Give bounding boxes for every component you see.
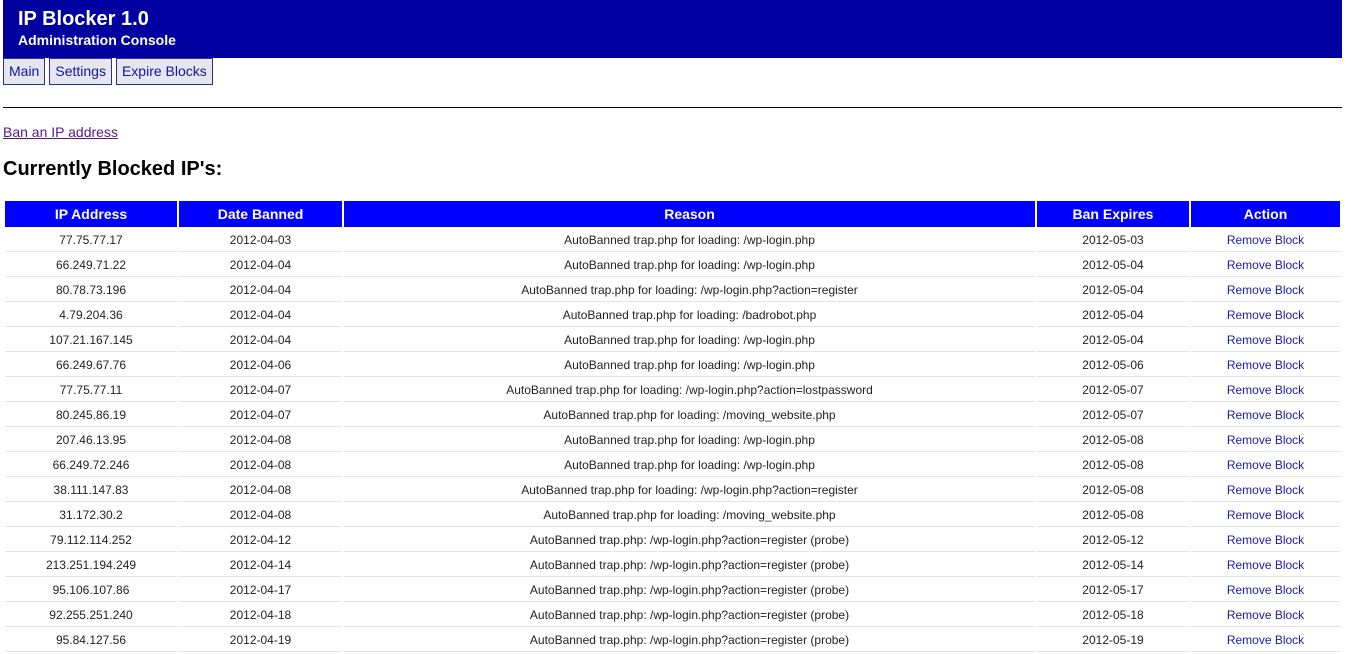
ban-expires-cell: 2012-05-18 — [1037, 604, 1189, 627]
reason-cell: AutoBanned trap.php: /wp-login.php?action=register (probe) — [344, 554, 1035, 577]
table-row — [5, 454, 1340, 477]
nav-settings-button[interactable]: Settings — [49, 58, 112, 85]
ban-expires-cell: 2012-05-08 — [1037, 429, 1189, 452]
table-row — [5, 529, 1340, 552]
table-row — [5, 379, 1340, 402]
action-cell — [1191, 429, 1340, 452]
remove-block-link[interactable]: Remove Block — [1226, 508, 1305, 522]
date-banned-cell: 2012-04-08 — [179, 454, 342, 477]
ip-cell: 207.46.13.95 — [5, 429, 177, 452]
remove-block-link[interactable]: Remove Block — [1226, 283, 1305, 297]
ban-expires-cell: 2012-05-06 — [1037, 354, 1189, 377]
reason-cell: AutoBanned trap.php: /wp-login.php?action=register (probe) — [344, 529, 1035, 552]
reason-cell: AutoBanned trap.php: /wp-login.php?action=register (probe) — [344, 629, 1035, 652]
remove-block-link[interactable]: Remove Block — [1226, 383, 1305, 397]
action-cell — [1191, 304, 1340, 327]
app-subtitle: Administration Console — [18, 32, 176, 48]
reason-cell: AutoBanned trap.php for loading: /wp-login.php — [344, 429, 1035, 452]
table-row — [5, 579, 1340, 602]
remove-block-link[interactable]: Remove Block — [1226, 533, 1305, 547]
table-row — [5, 504, 1340, 527]
header-ip-address: IP Address — [5, 201, 177, 227]
date-banned-cell: 2012-04-19 — [179, 629, 342, 652]
remove-block-link[interactable]: Remove Block — [1226, 458, 1305, 472]
date-banned-cell: 2012-04-04 — [179, 329, 342, 352]
action-cell — [1191, 279, 1340, 302]
table-header-row — [5, 201, 1340, 227]
table-row — [5, 629, 1340, 652]
ip-cell: 66.249.67.76 — [5, 354, 177, 377]
action-cell — [1191, 504, 1340, 527]
ip-cell: 80.78.73.196 — [5, 279, 177, 302]
reason-cell: AutoBanned trap.php for loading: /wp-login.php?action=register — [344, 279, 1035, 302]
reason-cell: AutoBanned trap.php: /wp-login.php?action=register (probe) — [344, 604, 1035, 627]
date-banned-cell: 2012-04-04 — [179, 254, 342, 277]
ban-expires-cell: 2012-05-04 — [1037, 254, 1189, 277]
horizontal-divider — [3, 107, 1342, 108]
reason-cell: AutoBanned trap.php for loading: /moving_website.php — [344, 504, 1035, 527]
date-banned-cell: 2012-04-14 — [179, 554, 342, 577]
reason-cell: AutoBanned trap.php for loading: /wp-login.php — [344, 229, 1035, 252]
action-cell — [1191, 604, 1340, 627]
action-cell — [1191, 479, 1340, 502]
ban-expires-cell: 2012-05-08 — [1037, 504, 1189, 527]
ip-cell: 79.112.114.252 — [5, 529, 177, 552]
app-header — [3, 0, 1342, 58]
date-banned-cell: 2012-04-08 — [179, 504, 342, 527]
reason-cell: AutoBanned trap.php for loading: /wp-login.php?action=lostpassword — [344, 379, 1035, 402]
date-banned-cell: 2012-04-18 — [179, 604, 342, 627]
reason-cell: AutoBanned trap.php for loading: /moving_website.php — [344, 404, 1035, 427]
ip-cell: 66.249.71.22 — [5, 254, 177, 277]
table-row — [5, 604, 1340, 627]
date-banned-cell: 2012-04-07 — [179, 404, 342, 427]
remove-block-link[interactable]: Remove Block — [1226, 583, 1305, 597]
date-banned-cell: 2012-04-12 — [179, 529, 342, 552]
date-banned-cell: 2012-04-08 — [179, 479, 342, 502]
remove-block-link[interactable]: Remove Block — [1226, 333, 1305, 347]
date-banned-cell: 2012-04-03 — [179, 229, 342, 252]
table-row — [5, 304, 1340, 327]
ip-cell: 4.79.204.36 — [5, 304, 177, 327]
blocked-ips-table — [3, 199, 1342, 654]
ip-cell: 107.21.167.145 — [5, 329, 177, 352]
action-cell — [1191, 404, 1340, 427]
table-row — [5, 479, 1340, 502]
nav-main-button[interactable]: Main — [3, 58, 45, 85]
table-row — [5, 279, 1340, 302]
ip-cell: 66.249.72.246 — [5, 454, 177, 477]
header-date-banned: Date Banned — [179, 201, 342, 227]
remove-block-link[interactable]: Remove Block — [1226, 483, 1305, 497]
ban-expires-cell: 2012-05-08 — [1037, 454, 1189, 477]
table-body — [5, 229, 1340, 652]
table-row — [5, 229, 1340, 252]
table-row — [5, 404, 1340, 427]
action-cell — [1191, 579, 1340, 602]
ban-expires-cell: 2012-05-04 — [1037, 279, 1189, 302]
remove-block-link[interactable]: Remove Block — [1226, 433, 1305, 447]
date-banned-cell: 2012-04-04 — [179, 279, 342, 302]
remove-block-link[interactable]: Remove Block — [1226, 558, 1305, 572]
action-cell — [1191, 354, 1340, 377]
remove-block-link[interactable]: Remove Block — [1226, 408, 1305, 422]
action-cell — [1191, 554, 1340, 577]
ban-expires-cell: 2012-05-14 — [1037, 554, 1189, 577]
date-banned-cell: 2012-04-17 — [179, 579, 342, 602]
reason-cell: AutoBanned trap.php for loading: /wp-login.php — [344, 329, 1035, 352]
reason-cell: AutoBanned trap.php: /wp-login.php?action=register (probe) — [344, 579, 1035, 602]
reason-cell: AutoBanned trap.php for loading: /wp-login.php — [344, 454, 1035, 477]
table-row — [5, 554, 1340, 577]
remove-block-link[interactable]: Remove Block — [1226, 608, 1305, 622]
section-title: Currently Blocked IP's: — [3, 158, 223, 180]
table-row — [5, 329, 1340, 352]
ban-expires-cell: 2012-05-04 — [1037, 329, 1189, 352]
table-row — [5, 429, 1340, 452]
app-title: IP Blocker 1.0 — [18, 8, 149, 30]
table-row — [5, 354, 1340, 377]
action-cell — [1191, 329, 1340, 352]
remove-block-link[interactable]: Remove Block — [1226, 633, 1305, 647]
ban-expires-cell: 2012-05-07 — [1037, 379, 1189, 402]
reason-cell: AutoBanned trap.php for loading: /wp-login.php?action=register — [344, 479, 1035, 502]
ip-cell: 77.75.77.11 — [5, 379, 177, 402]
remove-block-link[interactable]: Remove Block — [1226, 308, 1305, 322]
header-reason: Reason — [344, 201, 1035, 227]
date-banned-cell: 2012-04-04 — [179, 304, 342, 327]
ip-cell: 80.245.86.19 — [5, 404, 177, 427]
action-cell — [1191, 379, 1340, 402]
header-ban-expires: Ban Expires — [1037, 201, 1189, 227]
ip-cell: 77.75.77.17 — [5, 229, 177, 252]
header-action: Action — [1191, 201, 1340, 227]
action-cell — [1191, 629, 1340, 652]
table-row — [5, 254, 1340, 277]
action-cell — [1191, 254, 1340, 277]
ip-cell: 95.84.127.56 — [5, 629, 177, 652]
action-cell — [1191, 529, 1340, 552]
ip-cell: 95.106.107.86 — [5, 579, 177, 602]
action-cell — [1191, 454, 1340, 477]
ip-cell: 213.251.194.249 — [5, 554, 177, 577]
ban-expires-cell: 2012-05-03 — [1037, 229, 1189, 252]
date-banned-cell: 2012-04-07 — [179, 379, 342, 402]
nav-bar — [3, 58, 213, 85]
ip-cell: 31.172.30.2 — [5, 504, 177, 527]
ban-expires-cell: 2012-05-04 — [1037, 304, 1189, 327]
ip-cell: 38.111.147.83 — [5, 479, 177, 502]
reason-cell: AutoBanned trap.php for loading: /wp-login.php — [344, 354, 1035, 377]
remove-block-link[interactable]: Remove Block — [1226, 233, 1305, 247]
date-banned-cell: 2012-04-06 — [179, 354, 342, 377]
ban-expires-cell: 2012-05-08 — [1037, 479, 1189, 502]
remove-block-link[interactable]: Remove Block — [1226, 358, 1305, 372]
action-cell — [1191, 229, 1340, 252]
ban-expires-cell: 2012-05-12 — [1037, 529, 1189, 552]
nav-expire-blocks-button[interactable]: Expire Blocks — [116, 58, 213, 85]
reason-cell: AutoBanned trap.php for loading: /badrobot.php — [344, 304, 1035, 327]
ban-ip-link[interactable]: Ban an IP address — [3, 124, 118, 140]
ban-expires-cell: 2012-05-19 — [1037, 629, 1189, 652]
remove-block-link[interactable]: Remove Block — [1226, 258, 1305, 272]
date-banned-cell: 2012-04-08 — [179, 429, 342, 452]
ip-cell: 92.255.251.240 — [5, 604, 177, 627]
ban-expires-cell: 2012-05-17 — [1037, 579, 1189, 602]
ban-expires-cell: 2012-05-07 — [1037, 404, 1189, 427]
reason-cell: AutoBanned trap.php for loading: /wp-login.php — [344, 254, 1035, 277]
